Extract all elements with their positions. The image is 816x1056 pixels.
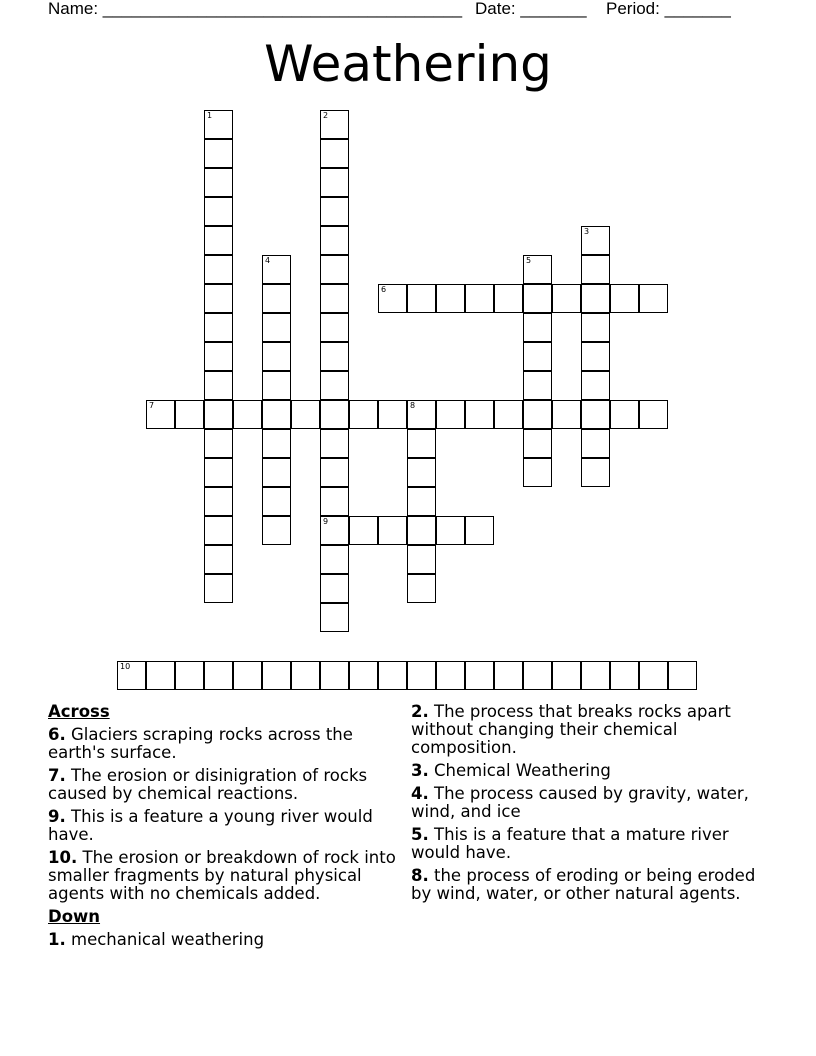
grid-cell[interactable]: [320, 574, 349, 603]
grid-cell[interactable]: [175, 661, 204, 690]
grid-cell[interactable]: [610, 400, 639, 429]
grid-cell[interactable]: [204, 574, 233, 603]
clue-number: 8: [410, 401, 416, 410]
grid-cell[interactable]: [262, 284, 291, 313]
clue-across-6: 6. Glaciers scraping rocks across the earth's surface.: [48, 725, 353, 762]
grid-cell[interactable]: [407, 429, 436, 458]
clue-number: 5: [526, 256, 532, 265]
grid-cell[interactable]: [639, 661, 668, 690]
clue-number: 6: [381, 285, 387, 294]
grid-cell[interactable]: [436, 661, 465, 690]
grid-cell[interactable]: [523, 255, 552, 284]
grid-cell[interactable]: [581, 226, 610, 255]
grid-cell[interactable]: [581, 371, 610, 400]
grid-cell[interactable]: [320, 342, 349, 371]
grid-cell[interactable]: [523, 342, 552, 371]
grid-cell[interactable]: [581, 255, 610, 284]
grid-cell[interactable]: [610, 661, 639, 690]
grid-cell[interactable]: [436, 516, 465, 545]
grid-cell[interactable]: [378, 516, 407, 545]
grid-cell[interactable]: [407, 458, 436, 487]
grid-cell[interactable]: [465, 400, 494, 429]
grid-cell[interactable]: [523, 371, 552, 400]
grid-cell[interactable]: [204, 226, 233, 255]
grid-cell[interactable]: [465, 284, 494, 313]
grid-cell[interactable]: [320, 661, 349, 690]
grid-cell[interactable]: [465, 661, 494, 690]
grid-cell[interactable]: [204, 400, 233, 429]
grid-cell[interactable]: [262, 255, 291, 284]
grid-cell[interactable]: [320, 313, 349, 342]
clue-number: 10: [120, 662, 131, 671]
grid-cell[interactable]: [204, 487, 233, 516]
grid-cell[interactable]: [320, 458, 349, 487]
clue-down-4: 4. The process caused by gravity, water, wind, and ice: [411, 784, 749, 821]
grid-cell[interactable]: [320, 197, 349, 226]
grid-cell[interactable]: [320, 429, 349, 458]
grid-cell[interactable]: [523, 429, 552, 458]
grid-cell[interactable]: [320, 603, 349, 632]
grid-cell[interactable]: [204, 313, 233, 342]
grid-cell[interactable]: [552, 661, 581, 690]
grid-cell[interactable]: [320, 255, 349, 284]
date-field: Date: _______: [475, 0, 587, 18]
clue-number: 2: [323, 111, 329, 120]
grid-cell[interactable]: [349, 516, 378, 545]
grid-cell[interactable]: [407, 661, 436, 690]
grid-cell[interactable]: [204, 516, 233, 545]
grid-cell[interactable]: [581, 342, 610, 371]
grid-cell[interactable]: [494, 284, 523, 313]
grid-cell[interactable]: [262, 458, 291, 487]
clue-down-2: 2. The process that breaks rocks apart without changing their chemical composition.: [411, 702, 731, 757]
clues-left-column: [48, 703, 408, 954]
grid-cell[interactable]: [494, 400, 523, 429]
grid-cell[interactable]: [320, 284, 349, 313]
clues-right-column: [411, 703, 771, 908]
grid-cell[interactable]: [204, 545, 233, 574]
clue-down-5: 5. This is a feature that a mature river would have.: [411, 825, 729, 862]
clue-down-1: 1. mechanical weathering: [48, 930, 265, 949]
grid-cell[interactable]: [349, 400, 378, 429]
grid-cell[interactable]: [349, 661, 378, 690]
grid-cell[interactable]: [378, 661, 407, 690]
grid-cell[interactable]: [436, 284, 465, 313]
grid-cell[interactable]: [204, 168, 233, 197]
grid-cell[interactable]: [204, 429, 233, 458]
grid-cell[interactable]: [523, 400, 552, 429]
grid-cell[interactable]: [204, 371, 233, 400]
grid-cell[interactable]: [262, 516, 291, 545]
grid-cell[interactable]: [204, 255, 233, 284]
grid-cell[interactable]: [523, 284, 552, 313]
grid-cell[interactable]: [320, 371, 349, 400]
grid-cell[interactable]: [639, 284, 668, 313]
grid-cell[interactable]: [117, 661, 146, 690]
grid-cell[interactable]: [262, 487, 291, 516]
page-title: Weathering: [264, 35, 552, 93]
grid-cell[interactable]: [581, 661, 610, 690]
clue-across-10: 10. The erosion or breakdown of rock into smaller fragments by natural physical agents with no chemicals added.: [48, 848, 396, 903]
grid-cell[interactable]: [639, 400, 668, 429]
clue-number: 7: [149, 401, 155, 410]
clue-across-9: 9. This is a feature a young river would have.: [48, 807, 373, 844]
grid-cell[interactable]: [465, 516, 494, 545]
grid-cell[interactable]: [320, 400, 349, 429]
grid-cell[interactable]: [407, 545, 436, 574]
clue-number: 3: [584, 227, 590, 236]
clue-number: 1: [207, 111, 213, 120]
grid-cell[interactable]: [204, 110, 233, 139]
grid-cell[interactable]: [407, 574, 436, 603]
grid-cell[interactable]: [523, 458, 552, 487]
grid-cell[interactable]: [175, 400, 204, 429]
grid-cell[interactable]: [233, 400, 262, 429]
grid-cell[interactable]: [668, 661, 697, 690]
grid-cell[interactable]: [320, 545, 349, 574]
grid-cell[interactable]: [407, 400, 436, 429]
clue-across-7: 7. The erosion or disinigration of rocks caused by chemical reactions.: [48, 766, 368, 803]
grid-cell[interactable]: [436, 400, 465, 429]
grid-cell[interactable]: [552, 400, 581, 429]
grid-cell[interactable]: [146, 400, 175, 429]
across-heading: Across: [48, 702, 110, 721]
grid-cell[interactable]: [262, 313, 291, 342]
grid-cell[interactable]: [407, 487, 436, 516]
grid-cell[interactable]: [581, 429, 610, 458]
grid-cell[interactable]: [407, 516, 436, 545]
grid-cell[interactable]: [204, 458, 233, 487]
grid-cell[interactable]: [494, 661, 523, 690]
grid-cell[interactable]: [320, 226, 349, 255]
grid-cell[interactable]: [291, 661, 320, 690]
grid-cell[interactable]: [581, 400, 610, 429]
grid-cell[interactable]: [378, 400, 407, 429]
clue-down-3: 3. Chemical Weathering: [411, 761, 611, 780]
period-field: Period: _______: [606, 0, 731, 18]
clue-number: 9: [323, 517, 329, 526]
grid-cell[interactable]: [262, 400, 291, 429]
grid-cell[interactable]: [320, 110, 349, 139]
grid-cell[interactable]: [320, 516, 349, 545]
clue-number: 4: [265, 256, 271, 265]
grid-cell[interactable]: [262, 342, 291, 371]
grid-cell[interactable]: [262, 429, 291, 458]
grid-cell[interactable]: [320, 139, 349, 168]
grid-cell[interactable]: [581, 313, 610, 342]
grid-cell[interactable]: [291, 400, 320, 429]
grid-cell[interactable]: [204, 284, 233, 313]
grid-cell[interactable]: [523, 313, 552, 342]
grid-cell[interactable]: [146, 661, 175, 690]
grid-cell[interactable]: [204, 139, 233, 168]
grid-cell[interactable]: [262, 371, 291, 400]
grid-cell[interactable]: [320, 487, 349, 516]
grid-cell[interactable]: [204, 661, 233, 690]
grid-cell[interactable]: [523, 661, 552, 690]
clue-down-8: 8. the process of eroding or being eroded by wind, water, or other natural agents.: [411, 866, 756, 903]
grid-cell[interactable]: [204, 342, 233, 371]
grid-cell[interactable]: [204, 197, 233, 226]
grid-cell[interactable]: [320, 168, 349, 197]
grid-cell[interactable]: [378, 284, 407, 313]
grid-cell[interactable]: [262, 661, 291, 690]
grid-cell[interactable]: [407, 284, 436, 313]
grid-cell[interactable]: [552, 284, 581, 313]
grid-cell[interactable]: [581, 458, 610, 487]
grid-cell[interactable]: [581, 284, 610, 313]
grid-cell[interactable]: [610, 284, 639, 313]
name-field: Name: ______________________________________: [48, 0, 463, 18]
grid-cell[interactable]: [233, 661, 262, 690]
down-heading: Down: [48, 907, 101, 926]
